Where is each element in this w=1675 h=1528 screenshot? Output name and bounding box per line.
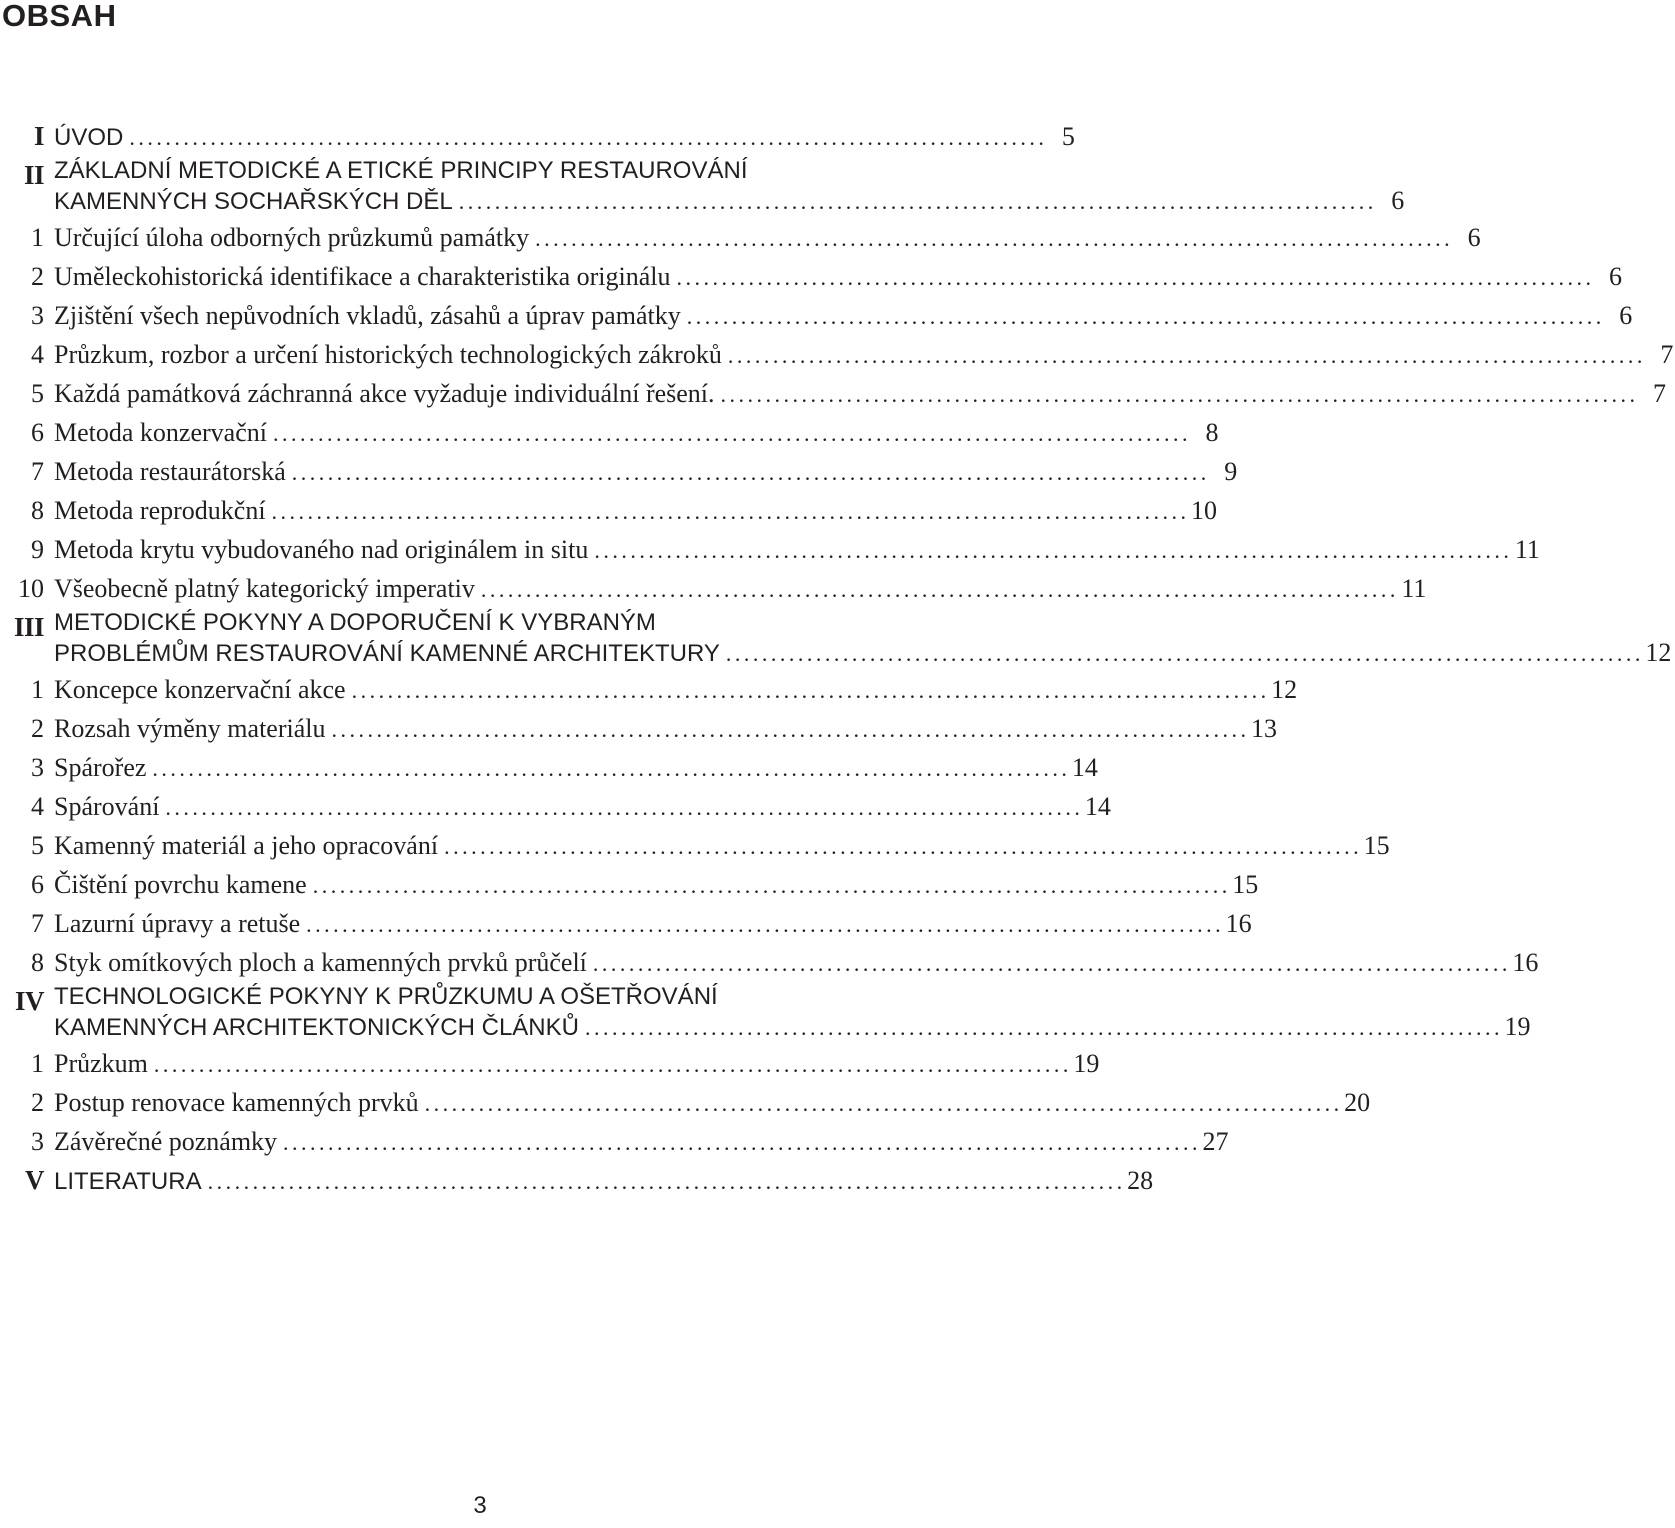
toc-page-number: 7: [1653, 379, 1667, 408]
toc-title-line: [54, 1012, 1531, 1043]
dot-leader: [273, 414, 1187, 453]
toc-page-number: 7: [1660, 340, 1674, 369]
toc-title: [54, 335, 1674, 375]
dot-leader: [459, 187, 1373, 217]
toc-item[interactable]: [0, 569, 1427, 608]
toc-title-line: [54, 186, 1405, 217]
dot-leader: [677, 258, 1591, 297]
toc-label: Zjištění všech nepůvodních vkladů, zásahů a úprav památky: [54, 301, 681, 330]
toc-label: KAMENNÝCH SOCHAŘSKÝCH DĚL: [54, 188, 453, 215]
toc-label: Závěrečné poznámky: [54, 1127, 278, 1156]
toc-title: [54, 943, 1539, 983]
toc-title-line: [54, 413, 1219, 453]
toc-label: Kamenný materiál a jeho opracování: [54, 831, 439, 860]
dot-leader: [726, 639, 1640, 669]
toc-title-line: [54, 1083, 1371, 1123]
toc-item[interactable]: [0, 530, 1540, 569]
dot-leader: [154, 1045, 1068, 1084]
toc-item[interactable]: [0, 787, 1111, 826]
page-title: OBSAH: [2, 0, 117, 33]
toc-title: [54, 826, 1390, 866]
toc-chapter[interactable]: [0, 156, 1405, 218]
toc-title-line: [54, 156, 960, 186]
toc-label: Metoda konzervační: [54, 418, 267, 447]
toc-title-line: [54, 117, 1075, 157]
toc-label: Všeobecně platný kategorický imperativ: [54, 574, 475, 603]
toc-page-number: 15: [1232, 870, 1259, 899]
toc-item[interactable]: [0, 374, 1667, 413]
toc-item[interactable]: [0, 257, 1623, 296]
dot-leader: [313, 866, 1227, 905]
toc-title-line: [54, 296, 1633, 336]
dot-leader: [585, 1013, 1499, 1043]
dot-leader: [594, 531, 1508, 570]
dot-leader: [481, 570, 1395, 609]
dot-leader: [152, 749, 1066, 788]
toc-title-line: [54, 904, 1252, 944]
toc-label: Průzkum: [54, 1049, 148, 1078]
toc-label: LITERATURA: [54, 1168, 202, 1195]
toc-item[interactable]: [0, 413, 1219, 452]
toc-label: ZÁKLADNÍ METODICKÉ A ETICKÉ PRINCIPY RESTAUROVÁNÍ: [54, 157, 748, 184]
toc-title: [54, 117, 1075, 157]
toc-label: Lazurní úpravy a retuše: [54, 909, 301, 938]
toc-item[interactable]: [0, 296, 1633, 335]
toc-chapter[interactable]: [0, 982, 1531, 1044]
toc-label: Koncepce konzervační akce: [54, 675, 346, 704]
toc-item[interactable]: [0, 1044, 1100, 1083]
toc-item[interactable]: [0, 943, 1539, 982]
toc-page-number: 16: [1225, 909, 1252, 938]
toc-title-line: [54, 257, 1623, 297]
toc-number: 4: [31, 340, 44, 369]
toc-page-number: 14: [1084, 792, 1111, 821]
toc-title-line: [54, 982, 960, 1012]
toc-number: 7: [31, 457, 44, 486]
toc-number: 5: [31, 831, 44, 860]
toc-label: Metoda reprodukční: [54, 496, 266, 525]
toc-item[interactable]: [0, 748, 1098, 787]
toc-number: IV: [14, 986, 44, 1016]
toc-label: Určující úloha odborných průzkumů památky: [54, 223, 530, 252]
toc-page-number: 19: [1073, 1049, 1100, 1078]
dot-leader: [721, 375, 1635, 414]
toc-title: [54, 709, 1277, 749]
toc-item[interactable]: [0, 1122, 1229, 1161]
dot-leader: [283, 1123, 1197, 1162]
toc-label: PROBLÉMŮM RESTAUROVÁNÍ KAMENNÉ ARCHITEKTURY: [54, 640, 720, 667]
toc-number: I: [33, 121, 44, 151]
toc-page-number: 20: [1344, 1088, 1371, 1117]
toc-number: II: [23, 160, 44, 190]
toc-item[interactable]: [0, 218, 1481, 257]
toc-page-number: 19: [1504, 1012, 1531, 1041]
toc-item[interactable]: [0, 491, 1218, 530]
dot-leader: [165, 788, 1079, 827]
toc-title: [54, 608, 1672, 669]
dot-leader: [208, 1162, 1122, 1201]
toc-page-number: 11: [1514, 535, 1540, 564]
toc-title-line: [54, 1044, 1100, 1084]
toc-label: KAMENNÝCH ARCHITEKTONICKÝCH ČLÁNKŮ: [54, 1014, 579, 1041]
toc-number: 6: [31, 418, 44, 447]
dot-leader: [535, 219, 1449, 258]
toc-title: [54, 787, 1111, 827]
toc-page-number: 6: [1467, 223, 1481, 252]
toc-number: 10: [18, 574, 44, 603]
toc-title: [54, 257, 1623, 297]
toc-item[interactable]: [0, 904, 1252, 943]
dot-leader: [272, 492, 1186, 531]
dot-leader: [331, 710, 1245, 749]
toc-page-number: 14: [1071, 753, 1098, 782]
toc-label: Spárování: [54, 792, 160, 821]
toc-title-line: [54, 787, 1111, 827]
toc-number: 2: [31, 1088, 44, 1117]
toc-title-line: [54, 608, 960, 638]
toc-page-number: 11: [1401, 574, 1427, 603]
toc-number: 3: [31, 753, 44, 782]
toc-title: [54, 296, 1633, 336]
toc-title: [54, 748, 1098, 788]
toc-label: ÚVOD: [54, 124, 124, 151]
toc-title: [54, 1044, 1100, 1084]
toc-title: [54, 670, 1298, 710]
toc-number: 2: [31, 714, 44, 743]
toc-label: Metoda krytu vybudovaného nad originálem in situ: [54, 535, 589, 564]
toc-label: TECHNOLOGICKÉ POKYNY K PRŮZKUMU A OŠETŘOVÁNÍ: [54, 983, 718, 1010]
toc-item[interactable]: [0, 1083, 1371, 1122]
toc-label: Metoda restaurátorská: [54, 457, 286, 486]
toc-item[interactable]: [0, 335, 1674, 374]
toc-number: 3: [31, 301, 44, 330]
page-number: 3: [473, 1492, 487, 1519]
toc-page-number: 16: [1512, 948, 1539, 977]
toc-label: Uměleckohistorická identifikace a charakteristika originálu: [54, 262, 671, 291]
toc-page-number: 13: [1250, 714, 1277, 743]
toc-number: 1: [31, 223, 44, 252]
toc-label: Rozsah výměny materiálu: [54, 714, 326, 743]
toc-title: [54, 452, 1238, 492]
toc-number: 2: [31, 262, 44, 291]
toc-title: [54, 374, 1667, 414]
toc-label: Styk omítkových ploch a kamenných prvků průčelí: [54, 948, 587, 977]
dot-leader: [687, 297, 1601, 336]
toc-title-line: [54, 638, 1672, 669]
toc-number: 8: [31, 496, 44, 525]
dot-leader: [728, 336, 1642, 375]
toc-page-number: 6: [1391, 186, 1405, 215]
toc-label: Průzkum, rozbor a určení historických technologických zákroků: [54, 340, 722, 369]
toc-title-line: [54, 826, 1390, 866]
toc-title: [54, 904, 1252, 944]
toc-title: [54, 1161, 1154, 1201]
toc-title-line: [54, 709, 1277, 749]
toc-title: [54, 1122, 1229, 1162]
toc-title: [54, 1083, 1371, 1123]
toc-label: Čištění povrchu kamene: [54, 870, 307, 899]
toc-number: 3: [31, 1127, 44, 1156]
toc-title-line: [54, 748, 1098, 788]
toc-title: [54, 218, 1481, 258]
toc-chapter[interactable]: [0, 117, 1075, 156]
toc-title-line: [54, 335, 1674, 375]
toc-title-line: [54, 1122, 1229, 1162]
toc-title: [54, 530, 1540, 570]
toc-title-line: [54, 1161, 1154, 1201]
toc-number: 7: [31, 909, 44, 938]
toc-page-number: 5: [1061, 122, 1075, 151]
toc-number: 6: [31, 870, 44, 899]
toc-number: 4: [31, 792, 44, 821]
toc-page-number: 6: [1619, 301, 1633, 330]
toc-item[interactable]: [0, 865, 1259, 904]
toc-title-line: [54, 943, 1539, 983]
toc-item[interactable]: [0, 670, 1298, 709]
dot-leader: [129, 118, 1043, 157]
toc-page-number: 10: [1191, 496, 1218, 525]
dot-leader: [593, 944, 1507, 983]
toc-label: Postup renovace kamenných prvků: [54, 1088, 419, 1117]
toc-title-line: [54, 865, 1259, 905]
toc-page-number: 12: [1271, 675, 1298, 704]
toc-page-number: 6: [1609, 262, 1623, 291]
toc-title-line: [54, 491, 1218, 531]
toc-label: METODICKÉ POKYNY A DOPORUČENÍ K VYBRANÝM: [54, 609, 656, 636]
toc-chapter[interactable]: [0, 1161, 1154, 1200]
dot-leader: [292, 453, 1206, 492]
toc-title-line: [54, 452, 1238, 492]
dot-leader: [352, 671, 1266, 710]
toc-page-number: 9: [1224, 457, 1238, 486]
toc-title-line: [54, 569, 1427, 609]
toc-title-line: [54, 530, 1540, 570]
toc-item[interactable]: [0, 709, 1277, 748]
toc-item[interactable]: [0, 452, 1238, 491]
toc-title: [54, 982, 1531, 1043]
toc-page-number: 8: [1205, 418, 1219, 447]
toc-title-line: [54, 218, 1481, 258]
toc-page-number: 28: [1127, 1166, 1154, 1195]
toc-title-line: [54, 374, 1667, 414]
toc-page-number: 12: [1645, 638, 1672, 667]
toc-label: Spárořez: [54, 753, 147, 782]
toc-number: 8: [31, 948, 44, 977]
toc-number: 1: [31, 675, 44, 704]
dot-leader: [425, 1084, 1339, 1123]
toc-title: [54, 569, 1427, 609]
toc-number: 5: [31, 379, 44, 408]
toc-label: Každá památková záchranná akce vyžaduje individuální řešení.: [54, 379, 715, 408]
dot-leader: [444, 827, 1358, 866]
toc-title: [54, 491, 1218, 531]
toc-page-number: 27: [1202, 1127, 1229, 1156]
toc-title: [54, 156, 1405, 217]
toc-chapter[interactable]: [0, 608, 1672, 670]
toc-title-line: [54, 670, 1298, 710]
dot-leader: [306, 905, 1220, 944]
toc-number: 9: [31, 535, 44, 564]
table-of-contents: [0, 117, 1674, 1200]
toc-title: [54, 413, 1219, 453]
toc-page-number: 15: [1363, 831, 1390, 860]
toc-title: [54, 865, 1259, 905]
toc-number: V: [25, 1165, 44, 1195]
toc-item[interactable]: [0, 826, 1390, 865]
toc-number: III: [13, 612, 44, 642]
toc-number: 1: [31, 1049, 44, 1078]
